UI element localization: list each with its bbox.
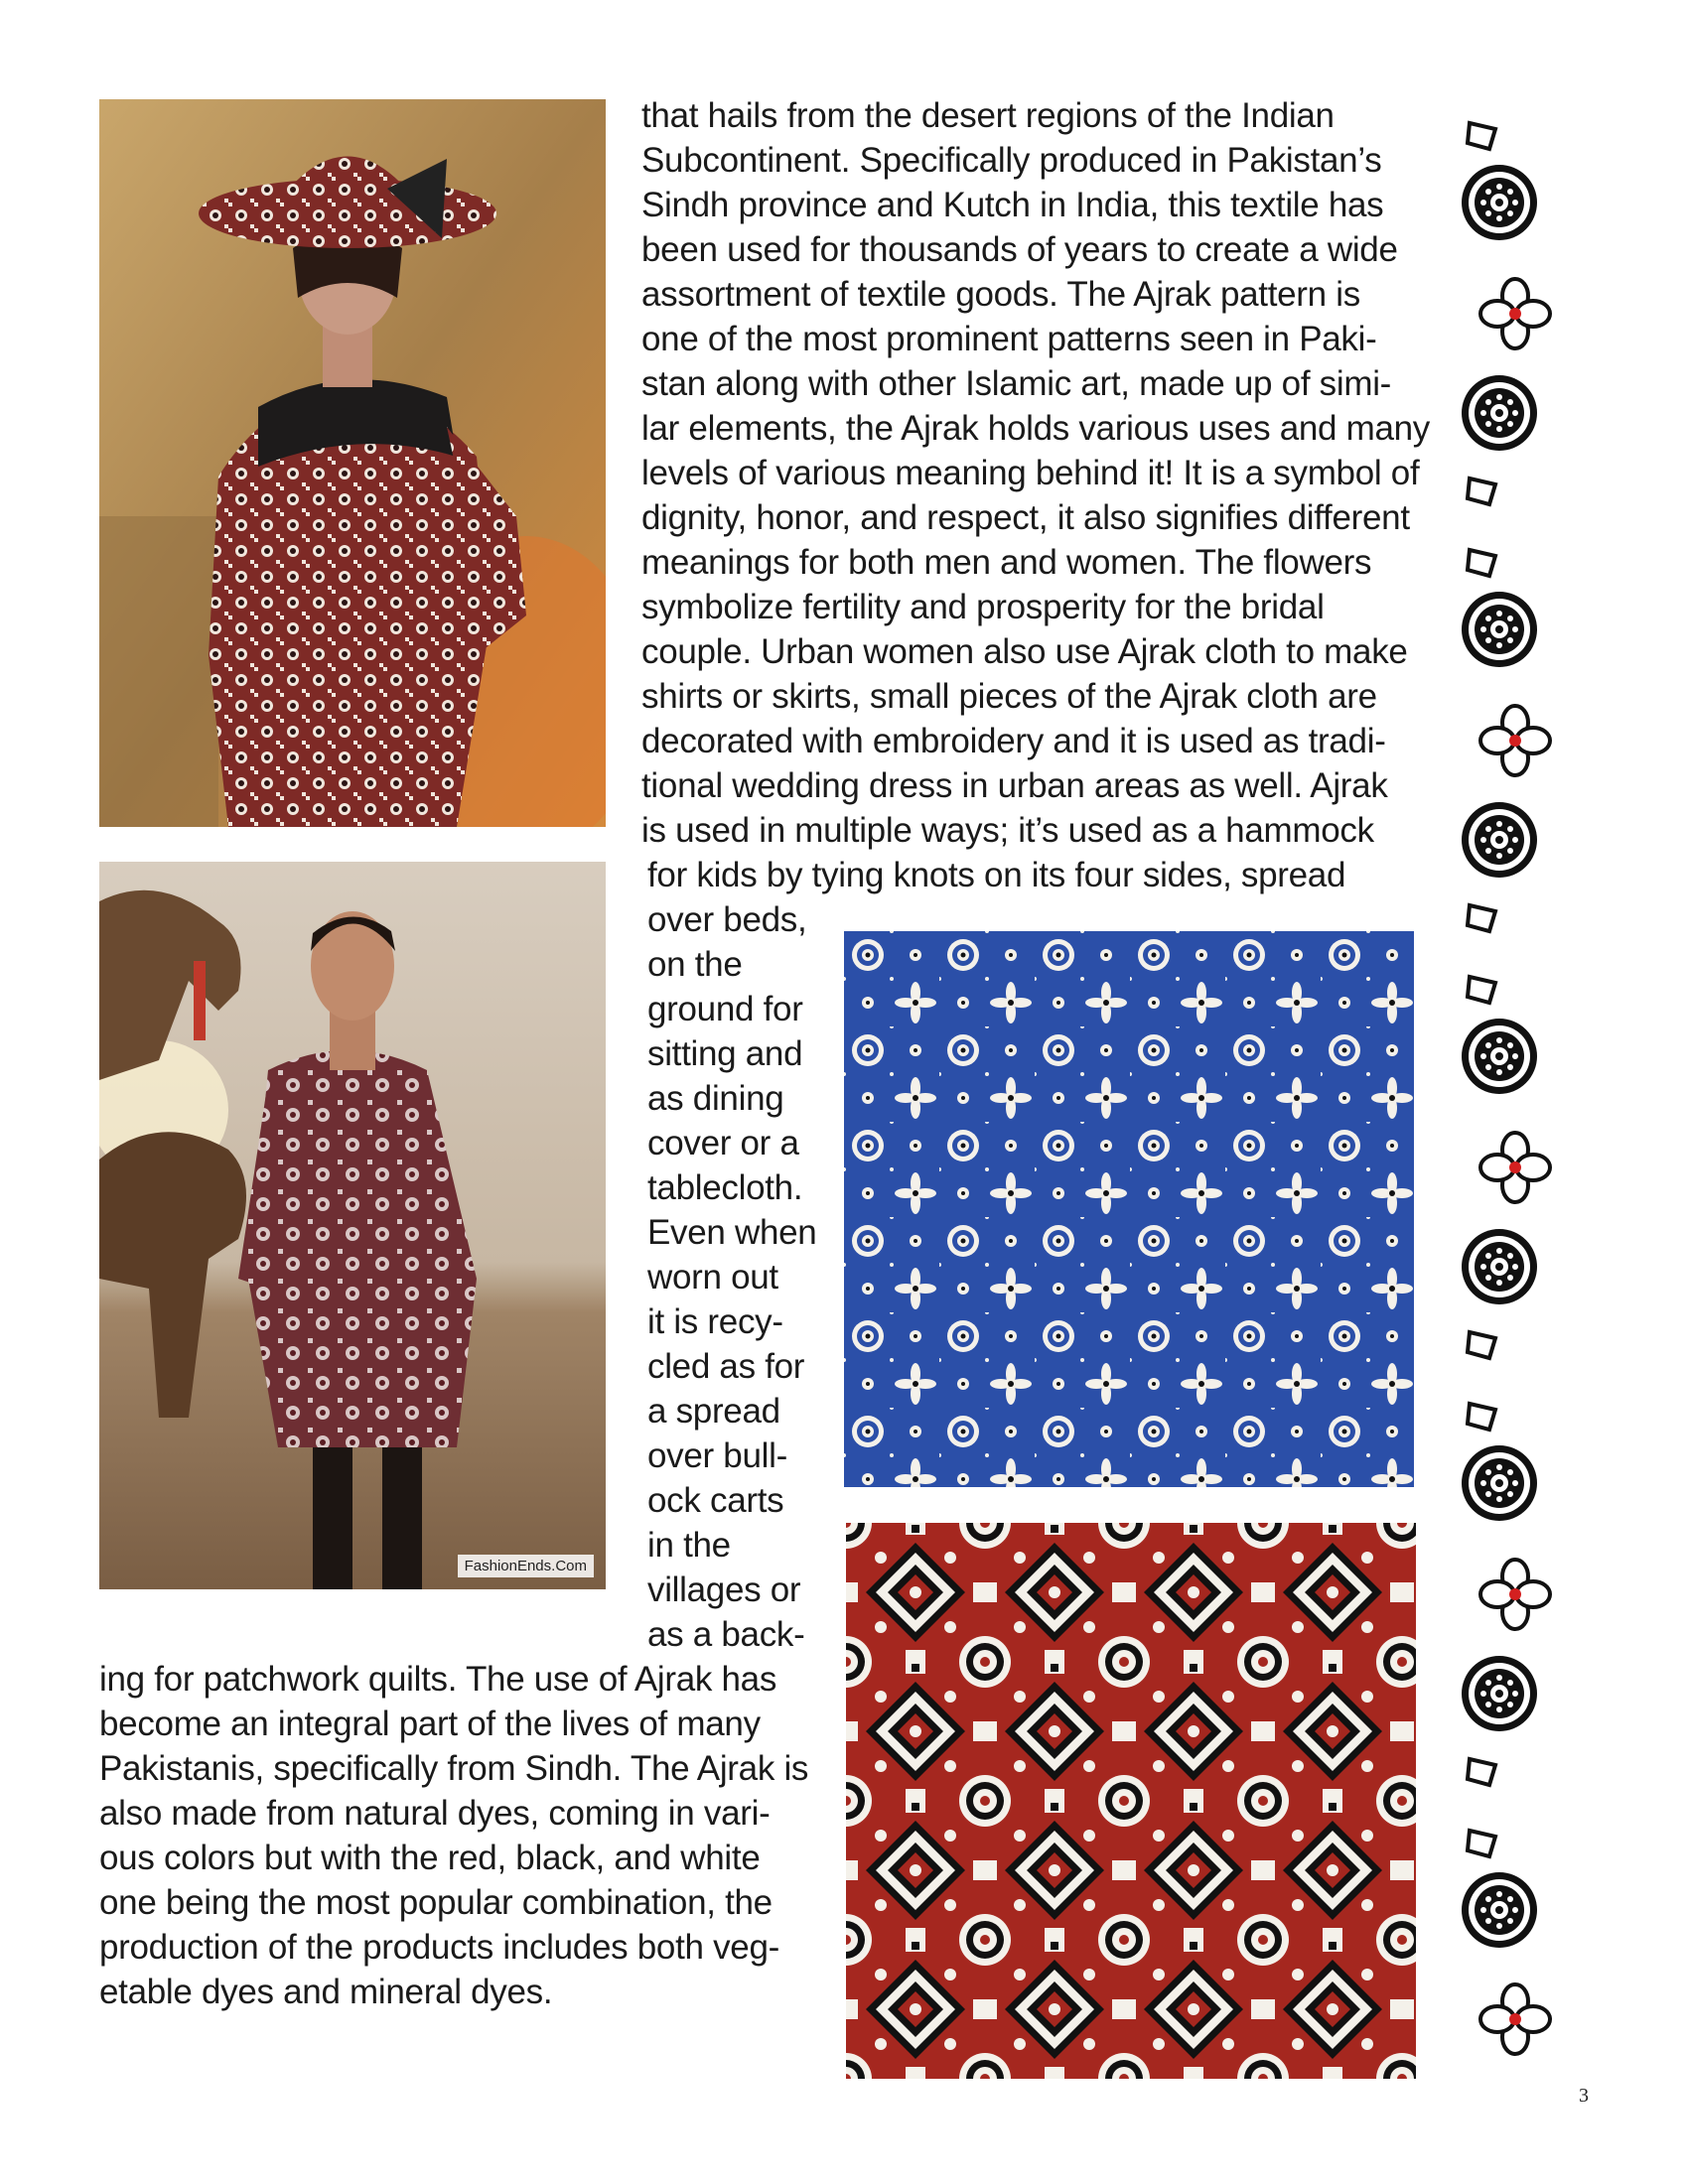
text-line: Sindh province and Kutch in India, this textile has	[641, 186, 1384, 224]
text-line: shirts or skirts, small pieces of the Ajrak cloth are	[641, 677, 1377, 716]
text-line: tablecloth.	[647, 1168, 803, 1207]
text-line: symbolize fertility and prosperity for the bridal	[641, 588, 1325, 626]
text-line: decorated with embroidery and it is used as tradi-	[641, 722, 1386, 760]
text-line: one of the most prominent patterns seen in Paki-	[641, 320, 1377, 358]
blue-ajrak-pattern	[844, 931, 1414, 1487]
page-number: 3	[1579, 2085, 1589, 2107]
photo-watermark: FashionEnds.Com	[458, 1555, 594, 1577]
text-line: stan along with other Islamic art, made up of simi-	[641, 364, 1392, 403]
text-line: also made from natural dyes, coming in vari-	[99, 1794, 771, 1833]
text-line: ing for patchwork quilts. The use of Ajrak has	[99, 1660, 777, 1699]
decorative-border	[1460, 99, 1569, 2085]
text-line: villages or	[647, 1570, 801, 1609]
text-line: production of the products includes both veg-	[99, 1928, 779, 1967]
text-line: levels of various meaning behind it! It is a symbol of	[641, 454, 1420, 492]
text-line: over beds,	[647, 900, 807, 939]
text-line: assortment of textile goods. The Ajrak pattern is	[641, 275, 1360, 314]
text-line: been used for thousands of years to create a wide	[641, 230, 1398, 269]
text-line: over bull-	[647, 1436, 787, 1475]
text-line: ous colors but with the red, black, and white	[99, 1839, 761, 1877]
text-line: ock carts	[647, 1481, 784, 1520]
photo-woman-ajrak-dress	[99, 99, 606, 827]
text-line: become an integral part of the lives of many	[99, 1705, 761, 1743]
text-line: tional wedding dress in urban areas as well. Ajrak	[641, 766, 1388, 805]
text-line: meanings for both men and women. The flowers	[641, 543, 1372, 582]
red-ajrak-pattern	[846, 1523, 1416, 2079]
text-line: it is recy-	[647, 1302, 783, 1341]
text-line: is used in multiple ways; it’s used as a hammock	[641, 811, 1374, 850]
text-line: a spread	[647, 1392, 780, 1431]
text-line: couple. Urban women also use Ajrak cloth to make	[641, 632, 1408, 671]
text-line: cover or a	[647, 1124, 799, 1162]
text-line: etable dyes and mineral dyes.	[99, 1973, 553, 2011]
text-line: on the	[647, 945, 743, 984]
text-line: lar elements, the Ajrak holds various uses and many	[641, 409, 1431, 448]
text-line: as dining	[647, 1079, 784, 1118]
text-line: ground for	[647, 990, 803, 1028]
text-line: for kids by tying knots on its four sides, spread	[647, 856, 1346, 894]
photo-man-ajrak-coat	[99, 862, 606, 1589]
text-line: Pakistanis, specifically from Sindh. The Ajrak is	[99, 1749, 809, 1788]
text-line: Subcontinent. Specifically produced in Pakistan’s	[641, 141, 1382, 180]
text-line: in the	[647, 1526, 731, 1565]
text-line: cled as for	[647, 1347, 805, 1386]
text-line: sitting and	[647, 1034, 803, 1073]
text-line: dignity, honor, and respect, it also signifies different	[641, 498, 1410, 537]
text-line: one being the most popular combination, the	[99, 1883, 773, 1922]
text-line: worn out	[647, 1258, 778, 1297]
text-line: that hails from the desert regions of the Indian	[641, 96, 1335, 135]
text-line: as a back-	[647, 1615, 805, 1654]
text-line: Even when	[647, 1213, 817, 1252]
